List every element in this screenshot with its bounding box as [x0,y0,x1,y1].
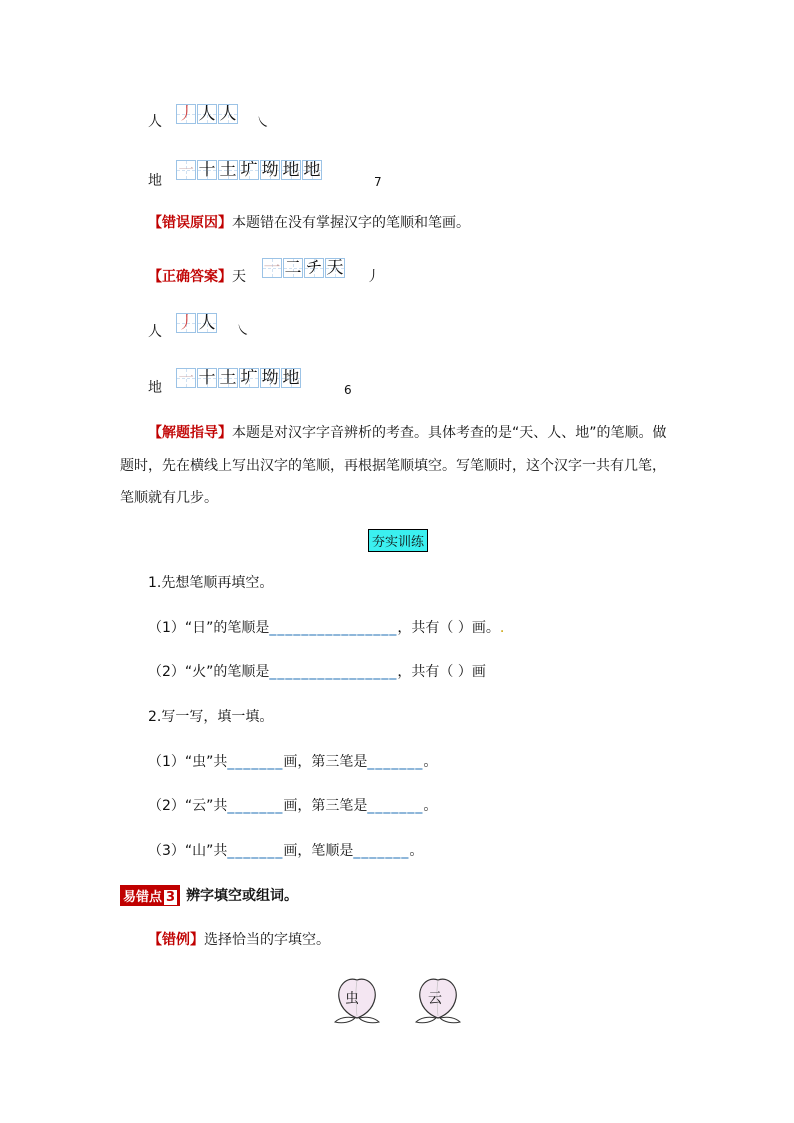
stroke-cell: 人 [198,104,216,124]
stroke-cell: 一 [263,258,281,278]
guide-line-1 [148,424,667,442]
di-stroke-cells [176,160,322,180]
stroke-cell: 圹 [240,160,258,180]
stroke-cell: チ [305,258,323,278]
guide-line-2: 题时，先在横线上写出汉字的笔顺，再根据笔顺填空。写笔顺时，这个汉字一共有几笔， [120,458,666,474]
error-point-header [120,885,298,906]
stroke-cell: 人 [198,313,216,333]
ren-label: 人 [148,114,162,130]
q2-3: （3）“山”共_______画，笔顺是_______。 [148,843,424,859]
guide-text-1: 本题是对汉字字音辨析的考查。具体考查的是“天、人、地”的笔顺。做 [232,425,667,441]
peach-char: 虫 [345,991,359,1007]
tian-stroke-cells [262,258,345,278]
ca-di-stroke-count: 6 [344,383,352,397]
stroke-cell: ㇐ [177,368,195,388]
answer-blank[interactable]: _______ [367,798,424,814]
di-label: 地 [148,173,162,189]
stroke-cell: 十 [198,368,216,388]
ca-ren-label: 人 [148,324,162,340]
ca-di-label: 地 [148,380,162,396]
q2-1: （1）“虫”共_______画，第三笔是_______。 [148,754,438,770]
example-tag: 【错例】 [148,932,204,948]
stroke-cell: 二 [284,258,302,278]
stroke-cell: 天 [326,258,344,278]
ren-tail-stroke: ㇏ [256,115,270,131]
stroke-cell: 土 [219,368,237,388]
example-line [148,931,330,949]
ca-di-stroke-cells [176,368,301,388]
correct-answer-tag: 【正确答案】 [148,269,232,285]
answer-blank[interactable]: ________________ [269,620,398,636]
peach-char: 云 [428,991,442,1007]
answer-blank[interactable]: _______ [227,843,284,859]
answer-blank[interactable]: ________________ [269,664,398,680]
guide-tag: 【解题指导】 [148,425,232,441]
stroke-cell: 土 [219,160,237,180]
answer-blank[interactable]: _______ [227,754,284,770]
answer-blank[interactable]: _______ [367,754,424,770]
stroke-cell: 坳 [261,160,279,180]
stroke-cell: 地 [303,160,321,180]
q2-title: 2.写一写，填一填。 [148,709,274,725]
stroke-cell: 坳 [261,368,279,388]
q1-1: （1）“日”的笔顺是________________，共有（ ）画。. [148,620,505,636]
stroke-cell: 人 [219,104,237,124]
error-reason [148,214,470,232]
tian-tail-stroke: 丿 [366,269,380,285]
stroke-cell: 丿 [177,313,195,333]
stroke-cell: 圹 [240,368,258,388]
stroke-cell: 丿 [177,104,195,124]
answer-blank[interactable]: _______ [353,843,410,859]
answer-blank[interactable]: _______ [227,798,284,814]
stroke-cell: ㇐ [177,160,195,180]
q2-2: （2）“云”共_______画，第三笔是_______。 [148,798,438,814]
peach-option-2[interactable] [414,974,462,1028]
practice-title: 夯实训练 [368,529,428,552]
correct-answer-line [148,268,246,286]
error-point-badge: 易错点 3 [120,885,180,906]
di-stroke-count: 7 [374,175,382,189]
ca-ren-tail-stroke: ㇏ [236,323,250,339]
stroke-cell: 地 [282,368,300,388]
peach-option-1[interactable] [333,974,381,1028]
guide-line-3: 笔顺就有几步。 [120,490,218,506]
stroke-cell: 十 [198,160,216,180]
tian-label: 天 [232,269,246,285]
stroke-cell: 地 [282,160,300,180]
q1-2: （2）“火”的笔顺是________________，共有（ ）画 [148,664,486,680]
q1-title: 1.先想笔顺再填空。 [148,575,274,591]
example-text: 选择恰当的字填空。 [204,932,330,948]
error-reason-tag: 【错误原因】 [148,215,232,231]
ren-stroke-cells [176,104,238,124]
error-reason-text: 本题错在没有掌握汉字的笔顺和笔画。 [232,215,470,231]
ca-ren-stroke-cells [176,313,217,333]
error-point-title: 辨字填空或组词。 [186,887,299,904]
